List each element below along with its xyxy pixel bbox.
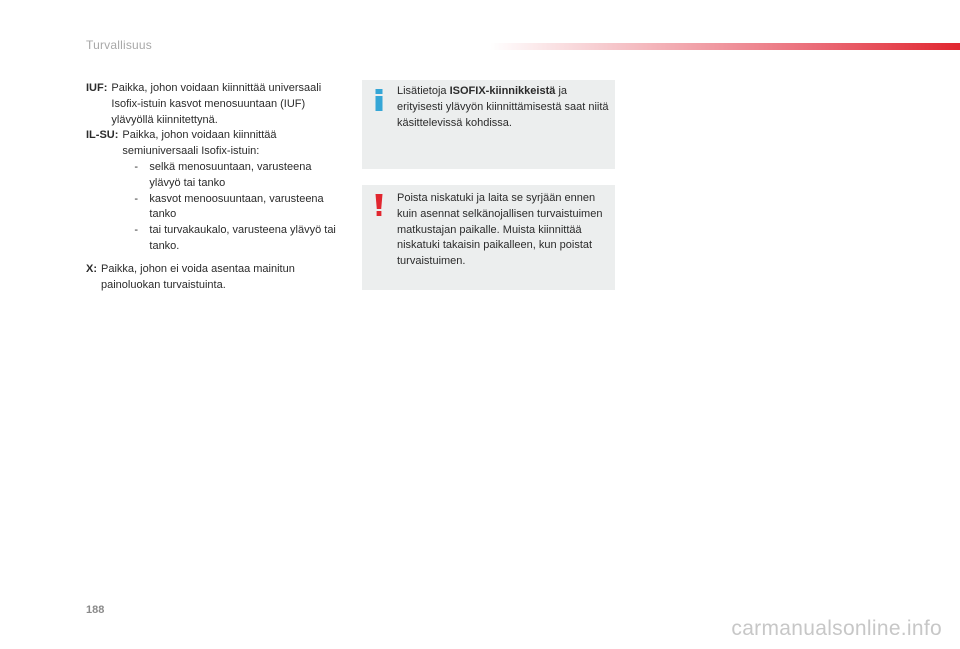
page-number: 188: [86, 604, 105, 616]
list-dash: -: [134, 224, 139, 237]
info-box: [362, 80, 615, 169]
list-item: [134, 160, 336, 192]
watermark: carmanualsonline.info: [731, 617, 942, 640]
definition-x: [86, 262, 336, 294]
header-accent-bar: [490, 43, 960, 50]
definition-term: X:: [86, 262, 97, 275]
info-text-bold: ISOFIX-kiinnikkeistä: [449, 85, 556, 97]
list-item-text: tai turvakaukalo, varusteena ylävyö tai tanko.: [149, 224, 336, 252]
definitions-column: [86, 81, 336, 293]
definition-body: [122, 128, 336, 254]
list-item-text: selkä menosuuntaan, varusteena ylävyö tai tanko: [149, 160, 312, 189]
definition-iuf: [86, 81, 336, 128]
info-icon: [372, 88, 386, 112]
section-title: Turvallisuus: [86, 38, 152, 52]
list-item: [134, 192, 336, 224]
info-text: [397, 84, 609, 131]
definition-sublist: [134, 160, 336, 255]
definition-term: IUF:: [86, 82, 108, 94]
definition-term: IL-SU:: [86, 129, 119, 142]
warning-text: Poista niskatuki ja laita se syrjään ennen kuin asennat selkänojallisen turvaistuimen matkustajan paikalle. Muista kiinnittää niskatuki takaisin paikalleen, kun poistat turvaistuimen.: [397, 192, 603, 268]
definition-text: Paikka, johon voidaan kiinnittää semiuniversaali Isofix-istuin:: [122, 129, 277, 158]
warning-exclamation-icon: [372, 193, 386, 217]
list-item: [134, 223, 336, 255]
list-item-text: kasvot menoosuuntaan, varusteena tanko: [149, 192, 324, 221]
list-dash: -: [134, 192, 139, 205]
warning-box: [362, 185, 615, 290]
info-text-lead: Lisätietoja: [397, 85, 447, 97]
definition-il-su: [86, 128, 336, 254]
list-dash: -: [134, 160, 139, 173]
info-text-rest: ja erityisesti ylävyön kiinnittämisestä saat niitä käsittelevissä kohdissa.: [397, 85, 609, 129]
definition-text: Paikka, johon ei voida asentaa mainitun painoluokan turvaistuinta.: [101, 262, 295, 291]
definition-text: Paikka, johon voidaan kiinnittää universaali Isofix-istuin kasvot menosuuntaan (IUF) ylävyöllä kiinnitettynä.: [111, 82, 322, 126]
